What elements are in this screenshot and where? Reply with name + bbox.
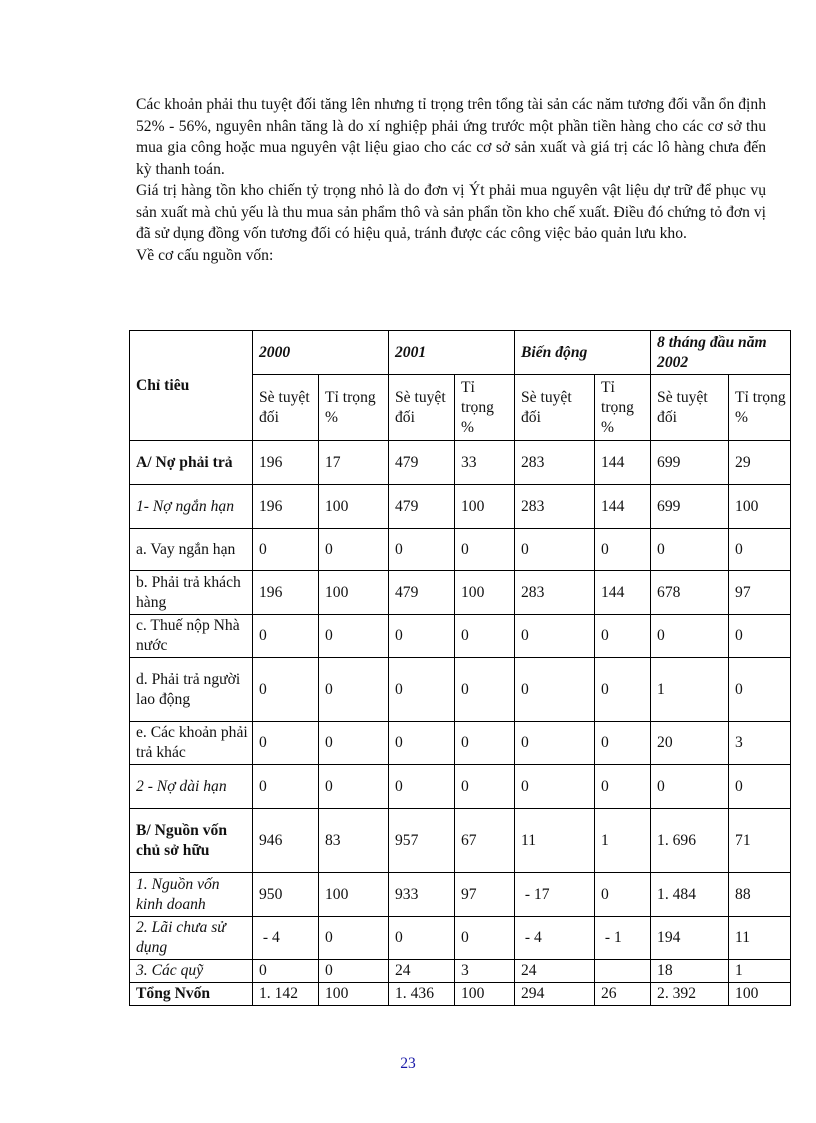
row-label: 2 - Nợ dài hạn [130,765,253,809]
row-label: 3. Các quỹ [130,960,253,983]
table-cell: 0 [595,873,651,917]
table-cell: 0 [455,658,515,722]
row-label: 2. Lãi chưa sử dụng [130,917,253,960]
table-cell: 0 [515,658,595,722]
table-cell: 0 [729,658,791,722]
table-row [130,658,791,722]
table-cell: 17 [319,441,389,485]
table-cell: 97 [729,571,791,615]
row-label: A/ Nợ phải trả [130,441,253,485]
table-row [130,529,791,571]
table-cell: 0 [389,615,455,658]
table-cell: 0 [253,722,319,765]
paragraph-inventory: Giá trị hàng tồn kho chiến tỷ trọng nhỏ là do đơn vị Ýt phải mua nguyên vật liệu dự trữ để phục vụ sản xuất mà chủ yếu là thu mua sản phẩm thô và sản phẩn tồn kho chế xuất. Điều đó chứng tỏ đơn vị đã sử dụng đồng vốn tương đối có hiệu quả, tránh được các công việc bảo quản lưu kho. [136,182,766,242]
header-chi-tieu: Chỉ tiêu [130,331,253,441]
table-cell: 0 [253,529,319,571]
table-cell: 0 [319,658,389,722]
table-row [130,485,791,529]
table-cell: 0 [319,529,389,571]
table-cell: 0 [729,765,791,809]
table-cell: 100 [729,485,791,529]
table-cell: 479 [389,485,455,529]
table-cell: 83 [319,809,389,873]
table-row [130,960,791,983]
table-cell: 0 [253,765,319,809]
table-cell: 1. 436 [389,983,455,1006]
table-cell: 24 [515,960,595,983]
table-cell: 1. 142 [253,983,319,1006]
table-row [130,765,791,809]
header-bien-dong: Biến động [515,331,651,375]
table-cell: 0 [595,615,651,658]
row-label: 1. Nguồn vốn kinh doanh [130,873,253,917]
row-label: Tổng Nvốn [130,983,253,1006]
table-cell: 3 [729,722,791,765]
table-cell: 0 [389,765,455,809]
header-2002: 8 tháng đầu năm 2002 [651,331,791,375]
table-cell: 0 [253,658,319,722]
table-cell: 0 [253,615,319,658]
table-cell: 0 [389,917,455,960]
table-cell: 0 [595,658,651,722]
table-cell [595,960,651,983]
table-cell: 1 [729,960,791,983]
table-cell: 1 [595,809,651,873]
table-cell: 3 [455,960,515,983]
table-body [130,441,791,1006]
table-cell: 0 [389,529,455,571]
table-row [130,917,791,960]
table-cell: 0 [595,765,651,809]
table-cell: 283 [515,441,595,485]
table-cell: 283 [515,485,595,529]
table-cell: 0 [319,960,389,983]
table-cell: - 4 [253,917,319,960]
table-cell: 144 [595,571,651,615]
table-cell: - 1 [595,917,651,960]
table-cell: 144 [595,441,651,485]
table-cell: 194 [651,917,729,960]
table-cell: 100 [455,485,515,529]
table-row [130,809,791,873]
subheader-cell: Sè tuyệt đối [515,375,595,441]
table-cell: 0 [455,917,515,960]
table-row [130,441,791,485]
paragraph-receivables: Các khoản phải thu tuyệt đối tăng lên nhưng tỉ trọng trên tổng tài sản các năm tương đối vẫn ổn định 52% - 56%, nguyên nhân tăng là do xí nghiệp phải ứng trước một phần tiền hàng cho các cơ sở thu mua gia công hoặc mua nguyên vật liệu giao cho các cơ sở sản xuất và giá trị các lô hàng chưa đến kỳ thanh toán. [136,96,766,178]
table-cell: 0 [253,960,319,983]
table-cell: 0 [515,615,595,658]
table-cell: 29 [729,441,791,485]
table-cell: 0 [455,722,515,765]
capital-structure-table [129,330,791,1006]
table-cell: 100 [455,571,515,615]
row-label: d. Phải trả người lao động [130,658,253,722]
table-cell: 283 [515,571,595,615]
table-cell: 71 [729,809,791,873]
table-cell: 957 [389,809,455,873]
table-cell: 294 [515,983,595,1006]
table-cell: 100 [729,983,791,1006]
table-row [130,722,791,765]
table-row [130,571,791,615]
subheader-cell: Sè tuyệt đối [389,375,455,441]
row-label: b. Phải trả khách hàng [130,571,253,615]
table-cell: 196 [253,441,319,485]
table-cell: 0 [319,722,389,765]
body-text [136,94,766,266]
subheader-cell: Tỉ trọng % [729,375,791,441]
table-cell: 196 [253,571,319,615]
table-cell: 0 [595,722,651,765]
table-cell: 100 [319,983,389,1006]
table-cell: 33 [455,441,515,485]
table-row [130,983,791,1006]
table-cell: 0 [389,658,455,722]
row-label: e. Các khoản phải trả khác [130,722,253,765]
table-cell: 1. 696 [651,809,729,873]
table-cell: 0 [595,529,651,571]
table-cell: 100 [319,571,389,615]
table-cell: 0 [319,917,389,960]
table-cell: 100 [455,983,515,1006]
table-cell: 0 [515,529,595,571]
table-row [130,873,791,917]
table-row [130,615,791,658]
row-label: a. Vay ngắn hạn [130,529,253,571]
subheader-cell: Sè tuyệt đối [651,375,729,441]
table-cell: 100 [319,485,389,529]
table-cell: 0 [651,529,729,571]
table-cell: 0 [515,722,595,765]
subheader-cell: Sè tuyệt đối [253,375,319,441]
table-cell: - 17 [515,873,595,917]
table-cell: 950 [253,873,319,917]
subheader-cell: Tỉ trọng % [595,375,651,441]
table-cell: 0 [455,615,515,658]
table-cell: 11 [515,809,595,873]
table-cell: 0 [319,615,389,658]
table-cell: 11 [729,917,791,960]
table-cell: 479 [389,571,455,615]
table-cell: 196 [253,485,319,529]
row-label: 1- Nợ ngắn hạn [130,485,253,529]
row-label: B/ Nguồn vốn chủ sở hữu [130,809,253,873]
table-cell: - 4 [515,917,595,960]
row-label: c. Thuế nộp Nhà nước [130,615,253,658]
table-cell: 699 [651,485,729,529]
table-cell: 933 [389,873,455,917]
table-cell: 0 [319,765,389,809]
table-cell: 100 [319,873,389,917]
table-cell: 1 [651,658,729,722]
table-cell: 946 [253,809,319,873]
table-cell: 0 [389,722,455,765]
table-cell: 479 [389,441,455,485]
table-cell: 0 [651,765,729,809]
table-cell: 1. 484 [651,873,729,917]
table-cell: 0 [729,529,791,571]
table-cell: 2. 392 [651,983,729,1006]
table-cell: 24 [389,960,455,983]
table-cell: 26 [595,983,651,1006]
table-cell: 144 [595,485,651,529]
table-cell: 88 [729,873,791,917]
header-2001: 2001 [389,331,515,375]
table-cell: 0 [729,615,791,658]
table-cell: 0 [455,765,515,809]
page-number: 23 [400,1055,416,1072]
paragraph-capital-structure: Về cơ cấu nguồn vốn: [136,246,274,264]
table-cell: 699 [651,441,729,485]
subheader-cell: Tỉ trọng % [319,375,389,441]
table-cell: 67 [455,809,515,873]
table-cell: 20 [651,722,729,765]
header-2000: 2000 [253,331,389,375]
subheader-cell: Tỉ trọng % [455,375,515,441]
table-cell: 0 [651,615,729,658]
table-cell: 678 [651,571,729,615]
table-cell: 0 [455,529,515,571]
table-cell: 97 [455,873,515,917]
table-cell: 0 [515,765,595,809]
table-cell: 18 [651,960,729,983]
